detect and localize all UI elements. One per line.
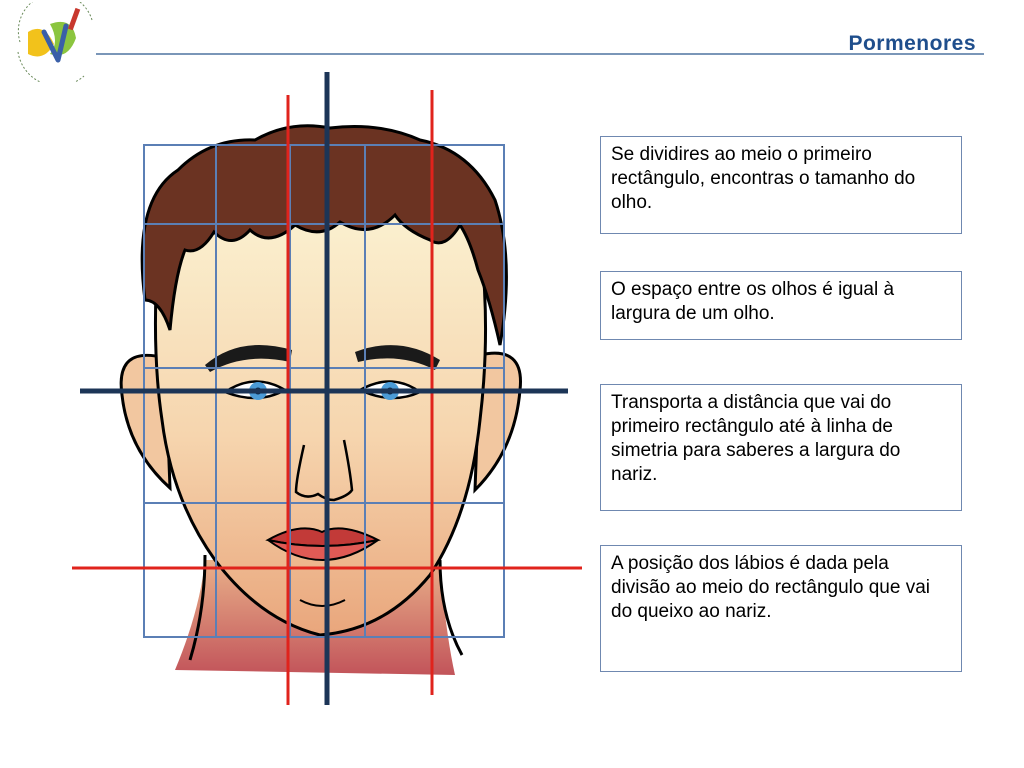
note-eye-size: Se dividires ao meio o primeiro rectângulo, encontras o tamanho do olho. [600, 136, 962, 234]
slide-title: Pormenores [848, 32, 976, 55]
note-eye-spacing: O espaço entre os olhos é igual à largura de um olho. [600, 271, 962, 340]
note-lips-position: A posição dos lábios é dada pela divisão ao meio do rectângulo que vai do queixo ao nariz. [600, 545, 962, 672]
note-nose-width: Transporta a distância que vai do primeiro rectângulo até à linha de simetria para saberes a largura do nariz. [600, 384, 962, 511]
face-proportion-diagram [60, 60, 600, 720]
